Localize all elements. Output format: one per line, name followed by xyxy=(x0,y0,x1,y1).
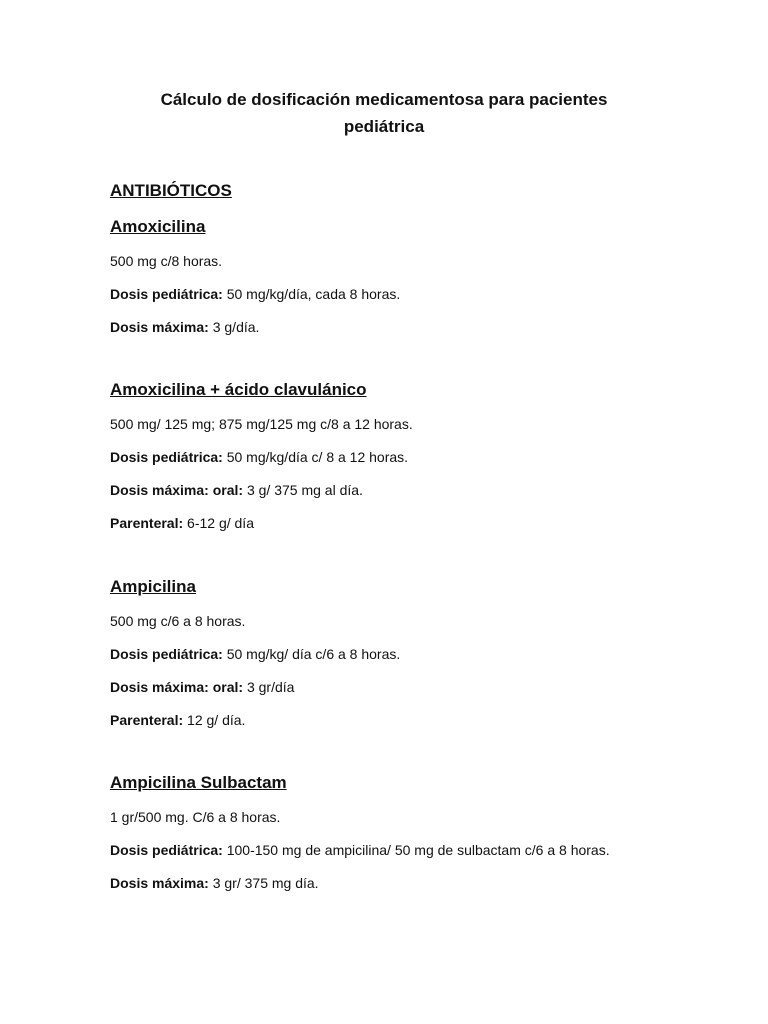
dosage-line xyxy=(110,643,670,666)
dosage-line xyxy=(110,512,670,535)
dosage-line xyxy=(110,283,670,306)
dosage-value: 12 g/ día. xyxy=(187,712,246,728)
dosage-value: 3 gr/día xyxy=(246,679,295,695)
dosage-label: Dosis pediátrica: xyxy=(110,286,223,302)
dosage-value: 500 mg c/8 horas. xyxy=(110,253,223,269)
drug-entry-amoxicilina xyxy=(110,216,670,339)
dosage-line xyxy=(110,872,670,895)
dosage-line xyxy=(110,446,670,469)
dosage-line xyxy=(110,610,670,633)
dosage-value: 6-12 g/ día xyxy=(187,515,254,531)
dosage-value: 50 mg/kg/ día c/6 a 8 horas. xyxy=(226,646,401,662)
drug-entry-amoxicilina-clavulanico xyxy=(110,379,670,535)
drug-name: Amoxicilina + ácido clavulánico xyxy=(110,380,367,399)
dosage-line xyxy=(110,413,670,436)
dosage-value: 3 g/día. xyxy=(212,319,260,335)
section-heading-antibiotics: ANTIBIÓTICOS xyxy=(110,181,232,200)
dosage-line xyxy=(110,839,670,862)
dosage-label: Dosis máxima: xyxy=(110,875,209,891)
dosage-label: Parenteral: xyxy=(110,515,184,531)
dosage-label: Dosis máxima: xyxy=(110,319,209,335)
dosage-line xyxy=(110,806,670,829)
dosage-label: Dosis máxima: oral: xyxy=(110,679,244,695)
dosage-value: 1 gr/500 mg. C/6 a 8 horas. xyxy=(110,809,281,825)
dosage-label: Dosis pediátrica: xyxy=(110,449,223,465)
dosage-value: 3 gr/ 375 mg día. xyxy=(212,875,319,891)
dosage-line xyxy=(110,316,670,339)
drug-name: Ampicilina xyxy=(110,577,196,596)
dosage-label: Dosis pediátrica: xyxy=(110,842,223,858)
drug-name: Ampicilina Sulbactam xyxy=(110,773,287,792)
dosage-value: 50 mg/kg/día, cada 8 horas. xyxy=(226,286,401,302)
dosage-label: Dosis pediátrica: xyxy=(110,646,223,662)
dosage-line xyxy=(110,250,670,273)
dosage-value: 50 mg/kg/día c/ 8 a 12 horas. xyxy=(226,449,409,465)
dosage-label: Dosis máxima: oral: xyxy=(110,482,244,498)
dosage-label: Parenteral: xyxy=(110,712,184,728)
dosage-line xyxy=(110,676,670,699)
dosage-value: 3 g/ 375 mg al día. xyxy=(246,482,363,498)
dosage-value: 500 mg/ 125 mg; 875 mg/125 mg c/8 a 12 horas. xyxy=(110,416,413,432)
dosage-value: 500 mg c/6 a 8 horas. xyxy=(110,613,246,629)
drug-name: Amoxicilina xyxy=(110,217,206,236)
dosage-line xyxy=(110,479,670,502)
dosage-line xyxy=(110,709,670,732)
drug-entry-ampicilina xyxy=(110,576,670,732)
drug-entry-ampicilina-sulbactam xyxy=(110,772,670,895)
document-title: Cálculo de dosificación medicamentosa para pacientes pediátrica xyxy=(160,90,608,136)
dosage-value: 100-150 mg de ampicilina/ 50 mg de sulbactam c/6 a 8 horas. xyxy=(226,842,610,858)
